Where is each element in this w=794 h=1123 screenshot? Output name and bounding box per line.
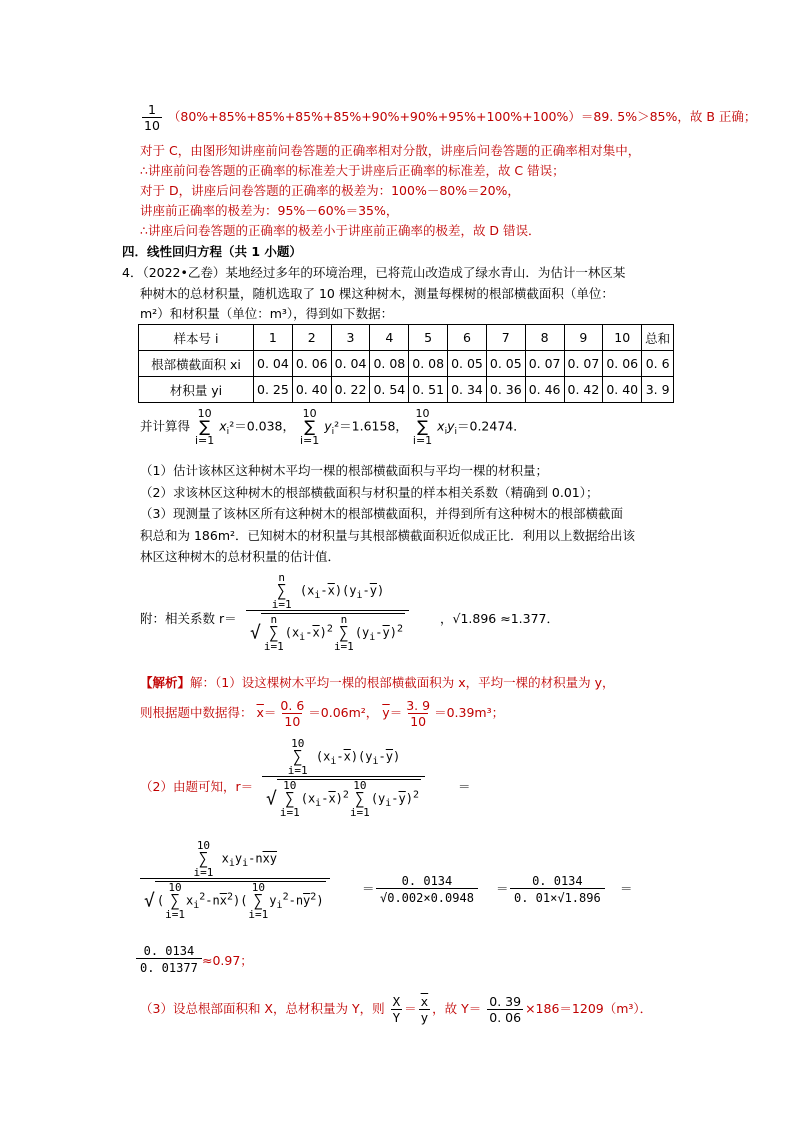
table-cell: 2 xyxy=(292,325,331,351)
sigma-symbol: 10 ∑ i=1 xyxy=(299,407,320,447)
table-cell: 0. 06 xyxy=(603,351,642,377)
table-cell: 0. 08 xyxy=(409,351,448,377)
answer-line-1 xyxy=(140,102,756,133)
question-para-3: m²）和材积量（单位：m³），得到如下数据： xyxy=(140,306,394,321)
table-cell: 0. 51 xyxy=(409,377,448,403)
table-cell: 7 xyxy=(486,325,525,351)
table-cell: 5 xyxy=(409,325,448,351)
solution-line-1b: 则根据题中数据得： $\overline{x}=$ $\frac{0. 6}{10}$ ＝0.06m²， $\overline{y}=$ $\frac{3. 9}{10}$ ＝0.39m³； xyxy=(140,698,505,729)
table-cell: 4 xyxy=(370,325,409,351)
table-cell: 0. 05 xyxy=(486,351,525,377)
sigma-symbol: 10 ∑ i=1 xyxy=(412,407,433,447)
table-row-y xyxy=(139,377,674,403)
task-3a: （3）现测量了该林区所有这种树木的根部横截面积，并得到所有这种树木的根部横截面 xyxy=(140,506,623,521)
step2-equals-3: ＝ xyxy=(620,881,633,896)
task-1: （1）估计该林区这种树木平均一棵的根部横截面积与平均一棵的材积量； xyxy=(140,463,548,478)
table-cell: 10 xyxy=(603,325,642,351)
step2-fraction-b: 0. 0134 0. 01×√1.896 xyxy=(510,874,605,905)
table-cell: 0. 40 xyxy=(603,377,642,403)
table-cell: 3. 9 xyxy=(642,377,674,403)
answer-line-6: ∴讲座后问卷答题的正确率的极差小于讲座前正确率的极差，故 D 错误． xyxy=(140,223,541,238)
step2-equals: ＝ xyxy=(362,881,375,896)
answer-line-4: 对于 D，讲座后问卷答题的正确率的极差为：100%－80%＝20%， xyxy=(140,183,520,198)
task-2: （2）求该林区这种树木的根部横截面积与材积量的样本相关系数（精确到 0.01）； xyxy=(140,485,599,500)
answer-line-5: 讲座前正确率的极差为：95%－60%＝35%， xyxy=(140,203,399,218)
solution-line-2: （2）由题可知，r＝ xyxy=(140,779,254,794)
appendix-tail: ，√1.896 ≈1.377． xyxy=(440,611,559,626)
step2-fraction-a: 0. 0134 √0.002×0.0948 xyxy=(376,874,478,905)
solution-formula-1: 10 ∑ i=1 $(x_i-\overline{x})(y_i-\overline{y})$ √ 10 ∑ i=1 $(x_i-\overline{x})^2$ 10 ∑ i=1 $(y_i-\overline{y})^2$ xyxy=(262,738,425,818)
sigma-symbol: 10 ∑ i=1 xyxy=(195,407,215,447)
table-cell: 根部横截面积 xi xyxy=(139,351,254,377)
table-cell: 9 xyxy=(564,325,603,351)
solution-formula-2: 10 ∑ i=1 $x_iy_i-n\overline{xy}$ √ ( 10 ∑ i=1 $x_i^2-n\overline{x}^2$)( 10 ∑ i=1 $y_i^2-n\overline{y}^2$) xyxy=(140,840,330,920)
solution-line-3: （3）设总根部面积和 X，总材积量为 Y，则 $\frac{X}{Y}$ ＝ $\frac{\overline{x}}{y}$ ，故 Y＝ $\frac{0. 39}{0. 06}$ ×186＝1209（m³）． xyxy=(140,994,653,1025)
mean-calculation: （80%+85%+85%+85%+85%+90%+90%+95%+100%+100%）＝89. 5%＞85%，故 B 正确； xyxy=(167,109,757,124)
table-cell: 0. 40 xyxy=(292,377,331,403)
table-cell: 总和 xyxy=(642,325,674,351)
correlation-formula: n ∑ i=1 $(x_i-\overline{x})(y_i-\overline{y})$ √ n ∑ i=1 $(x_i-\overline{x})^2$ n ∑ i=1 $(y_i-\overline{y})^2$ xyxy=(246,572,409,652)
equals-sign: ＝ xyxy=(458,779,471,794)
table-cell: 3 xyxy=(331,325,370,351)
question-para-1: 4．（2022•乙卷）某地经过多年的环境治理，已将荒山改造成了绿水青山．为估计一林区某 xyxy=(122,265,626,280)
question-para-2: 种树木的总材积量，随机选取了 10 棵这种树木，测量每棵树的根部横截面积（单位： xyxy=(140,286,614,301)
table-cell: 0. 05 xyxy=(448,351,487,377)
table-cell: 0. 06 xyxy=(292,351,331,377)
table-cell: 6 xyxy=(448,325,487,351)
solution-line-1: 【解析】解：（1）设这棵树木平均一棵的根部横截面积为 x，平均一棵的材积量为 y， xyxy=(140,675,615,690)
step2-equals-2: ＝ xyxy=(496,881,509,896)
table-cell: 0. 07 xyxy=(525,351,564,377)
table-row-x xyxy=(139,351,674,377)
table-cell: 0. 04 xyxy=(331,351,370,377)
one-tenth-fraction: $\frac{1}{10}$ xyxy=(144,102,160,133)
table-cell: 0. 22 xyxy=(331,377,370,403)
table-cell: 0. 6 xyxy=(642,351,674,377)
answer-line-3: ∴讲座前问卷答题的正确率的标准差大于讲座后正确率的标准差，故 C 错误； xyxy=(140,163,565,178)
task-3c: 林区这种树木的总材积量的估计值． xyxy=(140,549,341,564)
task-3b: 积总和为 186m²．已知树木的材积量与其根部横截面积近似成正比．利用以上数据给出该 xyxy=(140,528,636,543)
answer-line-2: 对于 C，由图形知讲座前问卷答题的正确率相对分散，讲座后问卷答题的正确率相对集中， xyxy=(140,143,641,158)
table-cell: 样本号 i xyxy=(139,325,254,351)
table-cell: 0. 36 xyxy=(486,377,525,403)
appendix-label: 附：相关系数 r＝ xyxy=(140,611,237,626)
table-cell: 0. 54 xyxy=(370,377,409,403)
step3-fraction: 0. 0134 0. 01377 xyxy=(136,944,202,975)
sample-data-table xyxy=(138,324,674,403)
table-cell: 0. 08 xyxy=(370,351,409,377)
table-cell: 0. 04 xyxy=(254,351,293,377)
table-cell: 0. 46 xyxy=(525,377,564,403)
table-cell: 0. 25 xyxy=(254,377,293,403)
table-cell: 材积量 yi xyxy=(139,377,254,403)
table-cell: 0. 07 xyxy=(564,351,603,377)
table-cell: 0. 34 xyxy=(448,377,487,403)
table-cell: 0. 42 xyxy=(564,377,603,403)
table-header-row xyxy=(139,325,674,351)
section-heading: 四．线性回归方程（共 1 小题） xyxy=(122,244,302,259)
computed-sums: 并计算得 10 ∑ i=1 $x_i^2=0.038$， 10 ∑ i=1 $y_i^2=1.6158$， 10 ∑ i=1 $x_iy_i=0.2474$． xyxy=(140,407,526,447)
table-cell: 8 xyxy=(525,325,564,351)
solution-tag: 【解析】 xyxy=(140,675,191,690)
table-cell: 1 xyxy=(254,325,293,351)
step3-value: ≈0.97； xyxy=(202,953,253,968)
